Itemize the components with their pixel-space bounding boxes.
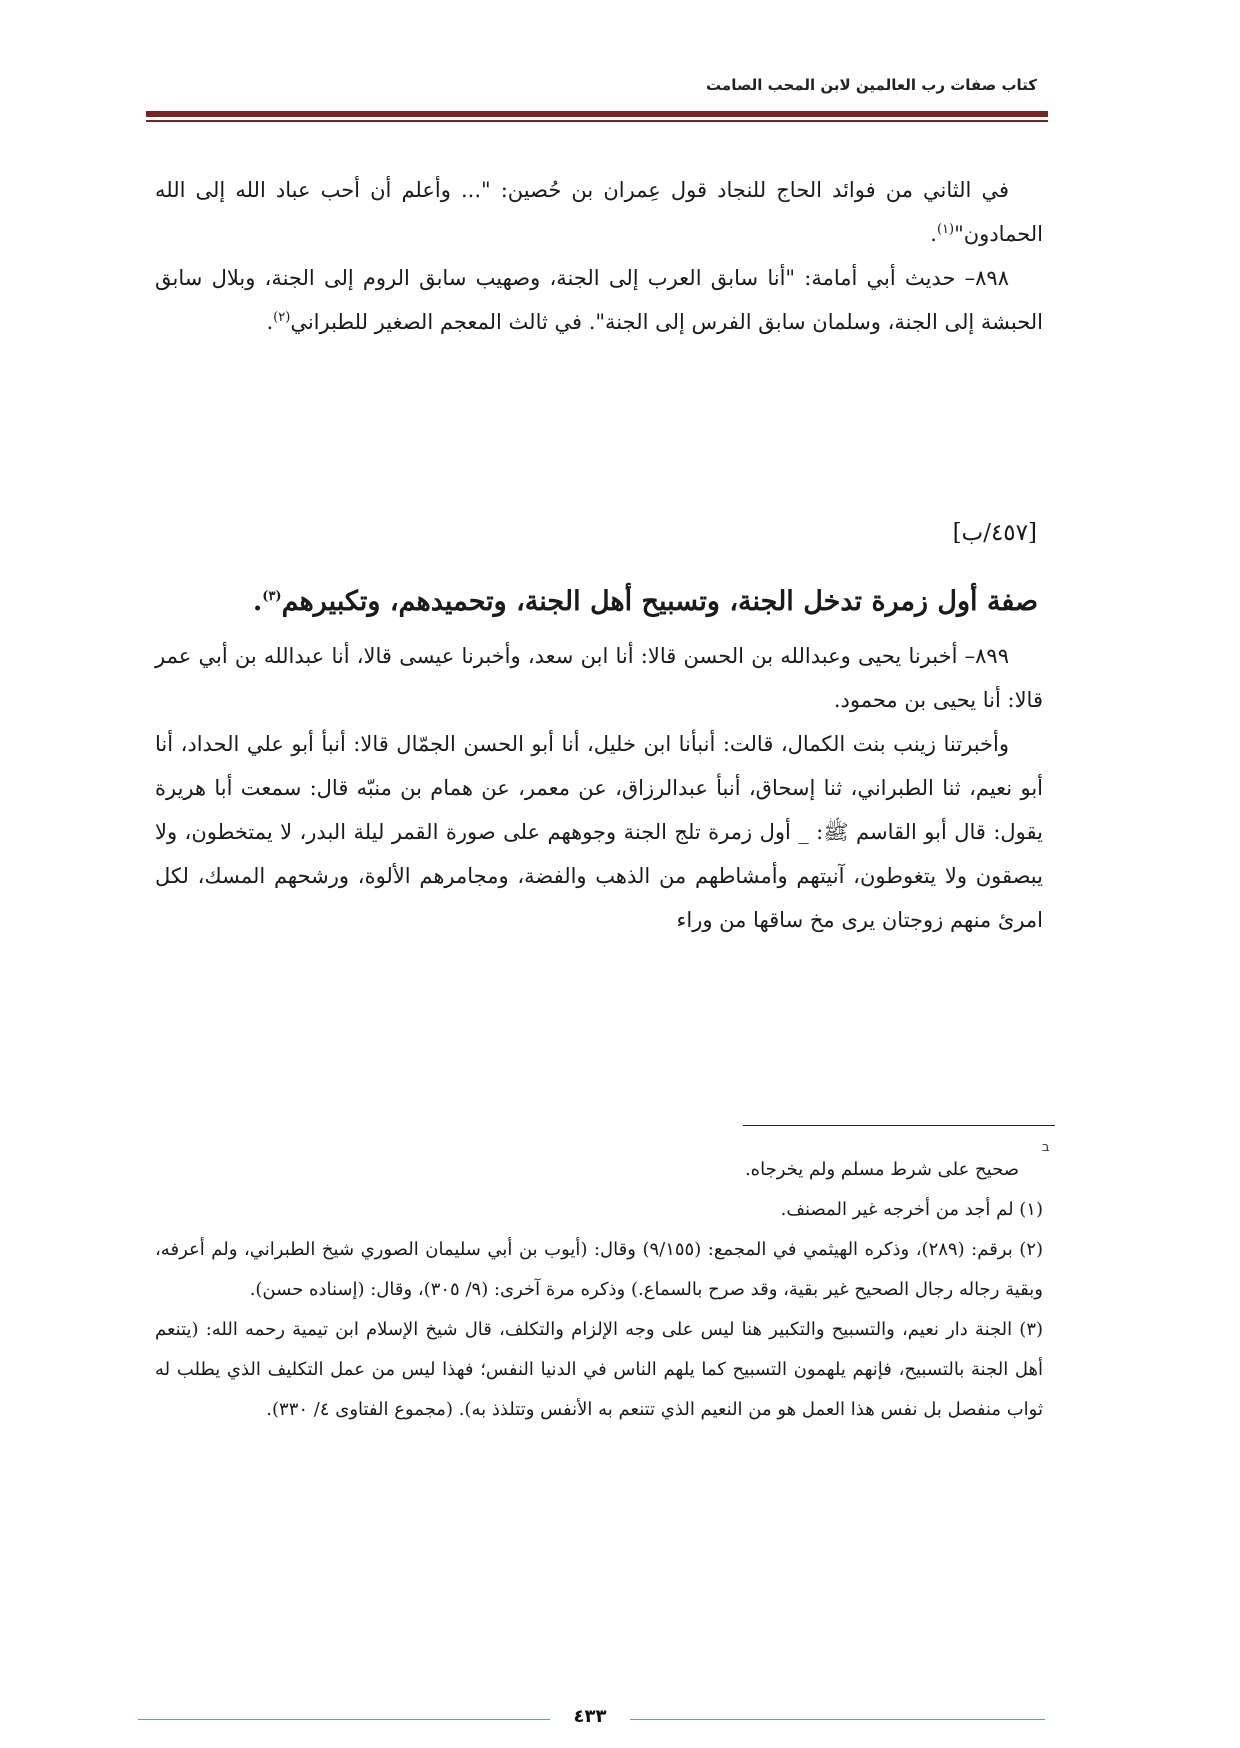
footnotes (155, 1150, 1043, 1430)
paragraph-chain: وأخبرتنا زينب بنت الكمال، قالت: أنبأنا ابن خليل، أنا أبو الحسن الجمّال قالا: أنبأ أبو علي الحداد، أنا أبو نعيم، ثنا الطبراني، ثنا إسحاق، أنبأ عبدالرزاق، عن معمر، عن همام بن منبّه قال: سمعت أبا هريرة يقول: قال أبو القاسم ﷺ: _ أول زمرة تلج الجنة وجوههم على صورة القمر ليلة البدر، لا يمتخطون، ولا يبصقون ولا يتغوطون، آنيتهم وأمشاطهم من الذهب والفضة، ومجامرهم الألوة، ورشحهم المسك، لكل امرئ منهم زوجتان يرى مخ ساقها من وراء (155, 732, 1043, 932)
footnote-continuation-mark: ב (1042, 1140, 1050, 1155)
header-rule-thin (146, 120, 1048, 122)
footnote-carryover: صحيح على شرط مسلم ولم يخرجاه. (744, 1159, 1019, 1180)
section-title: صفة أول زمرة تدخل الجنة، وتسبيح أهل الجنة، وتحميدهم، وتكبيرهم$^{(٣)}$. (252, 586, 1038, 617)
page-number: ٤٣٣ (573, 1706, 607, 1727)
header-rule (146, 111, 1048, 117)
running-header: كتاب صفات رب العالمين لابن المحب الصامت (706, 76, 1037, 94)
footnote-separator (743, 1125, 1055, 1126)
footnote-ref-3: (٣) (262, 589, 282, 604)
footnote-1: (١) لم أجد من أخرجه غير المصنف. (780, 1199, 1043, 1220)
footnote-2: (٢) برقم: (٢٨٩)، وذكره الهيثمي في المجمع: (٩/١٥٥) وقال: (أيوب بن أبي سليمان الصوري شيخ الطبراني، ولم أعرفه، وبقية رجاله رجال الصحيح غير بقية، وقد صرح بالسماع.) وذكره مرة آخرى: (٩/ ٣٠٥)، وقال: (إسناده حسن). (155, 1239, 1044, 1300)
footnote-ref-1: (١) (936, 222, 955, 237)
paragraph-1-text: في الثاني من فوائد الحاج للنجاد قول عِمران بن حُصين: "... وأعلم أن أحب عباد الله إلى الله الحمادون" (155, 178, 1043, 246)
folio-reference: [٤٥٧/ب] (952, 520, 1037, 546)
footer-rule-left (138, 1719, 550, 1720)
paragraph-1: في الثاني من فوائد الحاج للنجاد قول عِمران بن حُصين: "... وأعلم أن أحب عباد الله إلى الله الحمادون"$^{(١)}$. (155, 178, 1043, 246)
paragraph-898: ٨٩٨– حديث أبي أمامة: "أنا سابق العرب إلى الجنة، وصهيب سابق الروم إلى الجنة، وبلال سابق الحبشة إلى الجنة، وسلمان سابق الفرس إلى الجنة". في ثالث المعجم الصغير للطبراني$^{(٢)}$. (155, 266, 1043, 334)
footer-rule-right (630, 1719, 1045, 1720)
paragraph-899: ٨٩٩– أخبرنا يحيى وعبدالله بن الحسن قالا: أنا ابن سعد، وأخبرنا عيسى قالا، أنا عبدالله بن أبي عمر قالا: أنا يحيى بن محمود. (155, 644, 1043, 712)
footnote-3: (٣) الجنة دار نعيم، والتسبيح والتكبير هنا ليس على وجه الإلزام والتكلف، قال شيخ الإسلام ابن تيمية رحمه الله: (يتنعم أهل الجنة بالتسبيح، فإنهم يلهمون التسبيح كما يلهم الناس في الدنيا النفس؛ فهذا ليس من عمل التكليف الذي يطلب له ثواب منفصل بل نفس هذا العمل هو من النعيم الذي تتنعم به الأنفس وتتلذذ به). (مجموع الفتاوى ٤/ ٣٣٠). (155, 1319, 1044, 1420)
paragraph-898-text: ٨٩٨– حديث أبي أمامة: "أنا سابق العرب إلى الجنة، وصهيب سابق الروم إلى الجنة، وبلال سابق الحبشة إلى الجنة، وسلمان سابق الفرس إلى الجنة". في ثالث المعجم الصغير للطبراني (155, 266, 1043, 334)
footnote-ref-2: (٢) (273, 310, 291, 325)
section-title-text: صفة أول زمرة تدخل الجنة، وتسبيح أهل الجنة، وتحميدهم، وتكبيرهم (281, 586, 1038, 617)
